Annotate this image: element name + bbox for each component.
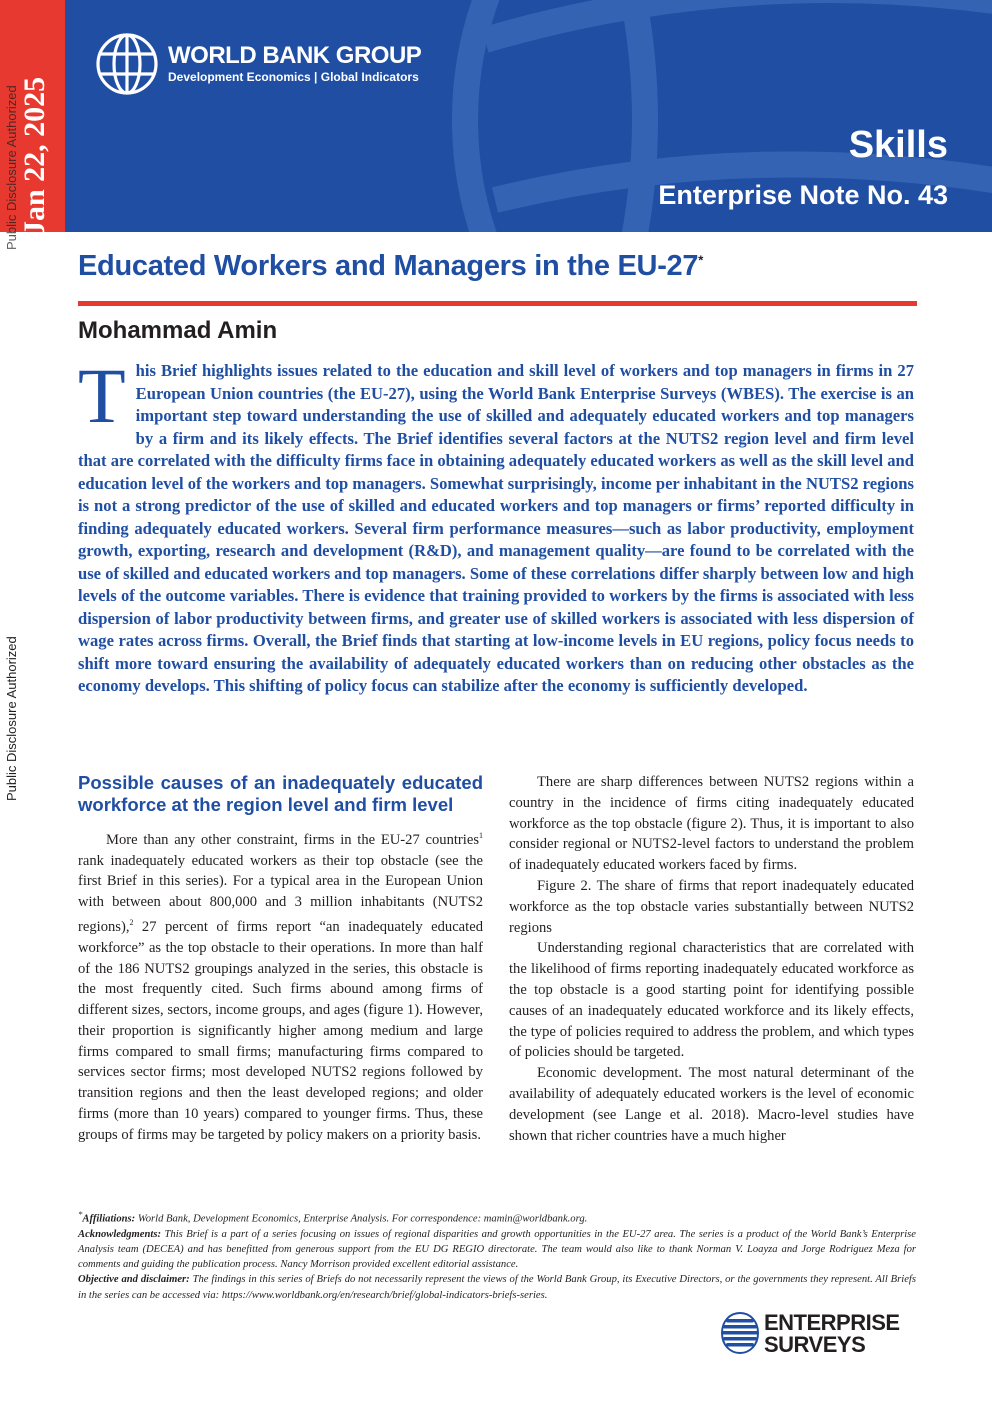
- footnotes: [78, 1207, 916, 1303]
- series-title: Skills: [848, 124, 948, 166]
- world-bank-globe-icon: [95, 32, 159, 96]
- right-paragraph-1: There are sharp differences between NUTS2 regions within a country in the incidence of firms citing inadequately educated workforce as the top obstacle (figure 2). Thus, it is important to also consider regional or NUTS2-level factors to understand the problem of inadequately educated workers faced by firms.: [509, 774, 914, 874]
- date-stamp: Jan 22, 2025: [18, 76, 51, 236]
- enterprise-surveys-wordmark: ENTERPRISE SURVEYS: [764, 1310, 900, 1357]
- document-title: Educated Workers and Managers in the EU-27*: [78, 250, 703, 282]
- enterprise-surveys-globe-icon: [720, 1311, 760, 1355]
- section-heading: Possible causes of an inadequately educated workforce at the region level and firm level: [78, 772, 483, 815]
- acknowledgments-note: Acknowledgments: This Brief is a part of a series focusing on issues of regional disparities and growth opportunities in the EU-27 area. The series is a product of the World Bank’s Enterprise Analysis team (DECEA) and has benefitted from generous support from the EU DG REGIO directorate. The team would also like to thank Norman V. Loayza and Jorge Rodriguez Meza for comments and guiding the publication process. Nancy Morrison provided excellent editorial assistance.: [78, 1228, 916, 1271]
- disclosure-label-mid: Public Disclosure Authorized: [4, 636, 19, 801]
- right-paragraph-3: Economic development. The most natural determinant of the availability of adequately educated workers is the level of economic development (see Lange et al. 2018). Macro-level studies have shown that richer countries have a much higher: [509, 1065, 914, 1144]
- figure-2-caption: Figure 2. The share of firms that report inadequately educated workforce as the top obstacle varies substantially between NUTS2 regions: [509, 877, 914, 936]
- disclosure-label-top: Public Disclosure Authorized: [4, 85, 19, 250]
- footnote-ref-1: 1: [479, 831, 483, 840]
- abstract: [78, 352, 914, 698]
- title-footnote-mark: *: [698, 252, 703, 268]
- org-subtitle: Development Economics | Global Indicators: [168, 70, 419, 84]
- abstract-dropcap: T: [78, 352, 126, 439]
- author-name: Mohammad Amin: [78, 317, 278, 344]
- affiliations-note: *Affiliations: World Bank, Development Economics, Enterprise Analysis. For correspondence: mamin@worldbank.org.: [78, 1209, 588, 1225]
- right-paragraph-2: Understanding regional characteristics that are correlated with the likelihood of firms reporting inadequately educated workforce as the top obstacle is a good starting point for identifying possible causes of an inadequately educated workforce and its likely effects, the type of policies required to address the problem, and which types of policies should be targeted.: [509, 940, 914, 1061]
- abstract-text: his Brief highlights issues related to the education and skill level of workers and top managers in firms in 27 European Union countries (the EU-27), using the World Bank Enterprise Surveys (WBES). The exercise is an important step toward understanding the use of skilled and adequately educated workers and top managers by a firm and its likely effects. The Brief identifies several factors at the NUTS2 region level and firm level that are correlated with the difficulty firms face in obtaining adequately educated workers as well as the skill level and education level of the workers and top managers. Somewhat surprisingly, income per inhabitant in the NUTS2 regions is not a strong predictor of the use of skilled and educated workers and top managers or firms’ reported difficulty in finding adequately educated workers. Several firm performance measures—such as labor productivity, employment growth, exporting, research and development (R&D), and management quality—are found to be correlated with the use of skilled and educated workers and top managers. Some of these correlations differ sharply between low and high levels of the outcome variables. There is evidence that training provided to workers by the firms is associated with less dispersion of labor productivity between firms, and greater use of skilled workers is associated with less dispersion of wage rates across firms. Overall, the Brief finds that starting at low-income levels in EU regions, policy focus needs to shift more toward ensuring the availability of adequately educated workers than on reducing other obstacles as the economy develops. This shifting of policy focus can stabilize after the economy is sufficiently developed.: [78, 361, 914, 695]
- org-name: WORLD BANK GROUP: [168, 42, 422, 69]
- series-note-number: Enterprise Note No. 43: [658, 180, 948, 210]
- left-paragraph-1: More than any other constraint, firms in the EU-27 countries$^1$ rank inadequately educated workers as their top obstacle (see the first Brief in this series). For a typical area in the European Union with between about 800,000 and 3 million inhabitants (NUTS2 regions),$^2$ 27 percent of firms report “an inadequately educated workforce” as the top obstacle to their operations. In more than half of the 186 NUTS2 groupings analyzed in the series, this obstacle is the most frequently cited. Such firms abound among firms of different sizes, sectors, income groups, and ages (figure 1). However, their proportion is significantly higher among medium and large firms compared to small firms; manufacturing firms compared to services sector firms; most developed NUTS2 regions followed by transition regions and then the least developed regions; and older firms (more than 10 years) compared to younger firms. Thus, these groups of firms may be targeted by policy makers on a priority basis.: [78, 831, 483, 1143]
- footnote-ref-2: 2: [129, 918, 134, 928]
- left-column: [78, 772, 483, 1146]
- right-column: [509, 772, 914, 1146]
- disclaimer-note: Objective and disclaimer: The findings in this series of Briefs do not necessarily represent the views of the World Bank Group, its Executive Directors, or the governments they represent. All Briefs in the series can be accessed via: https://www.worldbank.org/en/research/brief/global-indicators-briefs-series.: [78, 1274, 916, 1301]
- title-divider: [78, 301, 917, 306]
